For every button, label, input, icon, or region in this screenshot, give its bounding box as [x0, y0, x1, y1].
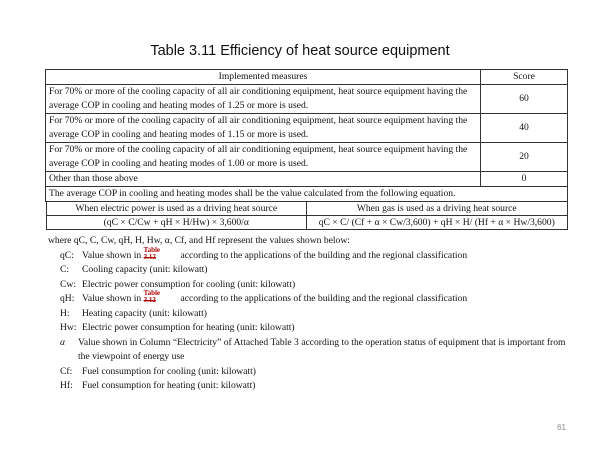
definition-symbol: Hf: — [60, 380, 73, 391]
page-number: 61 — [557, 423, 566, 432]
definition-text: Fuel consumption for cooling (unit: kilowatt) — [82, 365, 256, 377]
equation-row — [46, 202, 568, 231]
definition-symbol: qH: — [60, 293, 75, 304]
electric-header: When electric power is used as a driving heat source — [46, 202, 307, 216]
definition-text: Electric power consumption for heating (unit: kilowatt) — [82, 322, 295, 333]
definition-text: Cooling capacity (unit: kilowatt) — [82, 264, 208, 275]
definition-cf — [48, 365, 578, 380]
table-row — [46, 172, 568, 187]
table-header-row — [46, 70, 568, 85]
where-line: where qC, C, Cw, qH, H, Hw, α, Cf, and Hf represent the values shown below: — [48, 235, 350, 246]
measure-cell: Other than those above — [46, 172, 481, 187]
definition-symbol: α — [60, 336, 66, 348]
definition-qc — [48, 245, 578, 264]
definition-cw — [48, 278, 578, 293]
definition-h — [48, 307, 578, 322]
definition-text: Value shown in Column “Electricity” of Attached Table 3 according to the operation status of equipment that is important from the viewpoint of energy use — [78, 336, 566, 362]
gas-header: When gas is used as a driving heat source — [307, 202, 568, 216]
definition-text: Fuel consumption for heating (unit: kilowatt) — [82, 380, 256, 391]
table-reference[interactable]: Table 3.12 — [143, 289, 161, 304]
electric-formula: (qC × C/Cw + qH × H/Hw) × 3,600/α — [46, 216, 307, 230]
table-title: Table 3.11 Efficiency of heat source equipment — [150, 43, 450, 59]
definition-symbol: Cf: — [60, 365, 73, 377]
definition-text: according to the applications of the building and the regional classification — [180, 293, 468, 304]
definition-text: Value shown in — [82, 293, 142, 304]
definition-text: Heating capacity (unit: kilowatt) — [82, 307, 207, 319]
definition-symbol: Hw: — [60, 322, 77, 333]
definition-alpha — [48, 336, 578, 365]
header-score: Score — [481, 70, 568, 85]
definition-text: according to the applications of the building and the regional classification — [180, 249, 468, 261]
score-cell: 20 — [481, 143, 568, 172]
definition-c — [48, 263, 578, 278]
score-cell: 60 — [481, 85, 568, 114]
table-row — [46, 114, 568, 143]
table-reference[interactable]: Table 3.12 — [143, 245, 161, 261]
measure-cell: For 70% or more of the cooling capacity of all air conditioning equipment, heat source equipment having the average COP in cooling and heating modes of 1.00 or more is used. — [46, 143, 481, 172]
equation-table — [46, 202, 568, 230]
definition-hw — [48, 321, 578, 336]
definition-symbol: H: — [60, 307, 70, 319]
efficiency-table — [45, 69, 568, 230]
measure-cell: For 70% or more of the cooling capacity of all air conditioning equipment, heat source equipment having the average COP in cooling and heating modes of 1.15 or more is used. — [46, 114, 481, 143]
definition-text: Electric power consumption for cooling (unit: kilowatt) — [82, 278, 296, 290]
definition-symbol: Cw: — [60, 278, 76, 290]
definitions — [48, 234, 578, 394]
gas-formula: qC × C/ (Cf + α × Cw/3,600) + qH × H/ (Hf + α × Hw/3,600) — [307, 216, 568, 230]
table-row — [46, 85, 568, 114]
measure-cell: For 70% or more of the cooling capacity of all air conditioning equipment, heat source equipment having the average COP in cooling and heating modes of 1.25 or more is used. — [46, 85, 481, 114]
definition-qh — [48, 289, 578, 307]
header-measures: Implemented measures — [46, 70, 481, 85]
note-row — [46, 187, 568, 202]
definition-symbol: qC: — [60, 249, 74, 261]
definition-symbol: C: — [60, 264, 70, 275]
table-row — [46, 143, 568, 172]
cop-note: The average COP in cooling and heating modes shall be the value calculated from the following equation. — [46, 187, 568, 202]
definition-hf — [48, 379, 578, 394]
score-cell: 0 — [481, 172, 568, 187]
score-cell: 40 — [481, 114, 568, 143]
definition-text: Value shown in — [82, 249, 142, 261]
